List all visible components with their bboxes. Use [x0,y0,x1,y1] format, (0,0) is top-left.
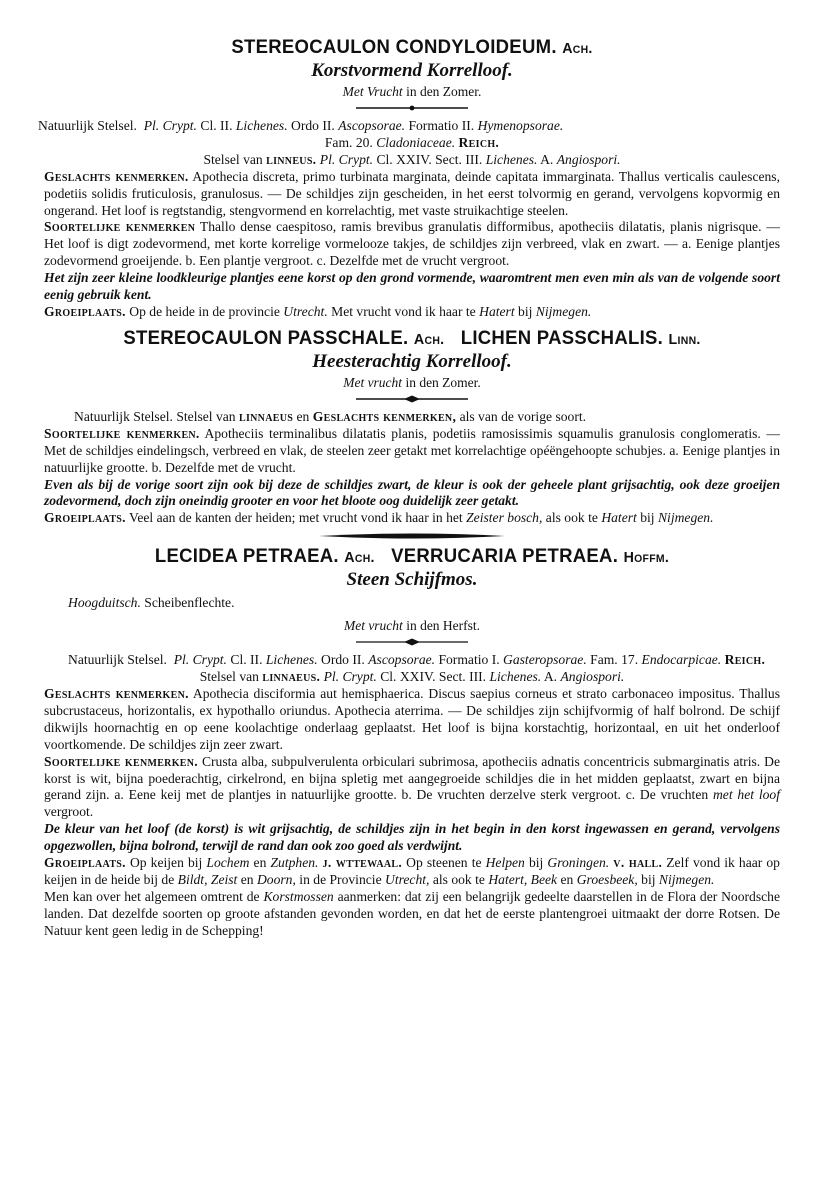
linn-rest: Cl. XXIV. Sect. III. [376,151,483,167]
linn-pl: Pl. Crypt. [323,669,377,685]
linn-a: A. [543,669,558,685]
species-text: Thallo dense caespitoso, ramis brevibus granulatis difformibus, apotheciis dilatatis, planis nigrisque. — Het loof is digt zodevormend, met korte korrelige vormelooze takjes, de schildjes zijn verbreed, vlak en zwart. — a. Eenige plantjes zodevormend groeijende. b. Een plantje vergroot. c. Dezelfde met de vrucht vergroot. [44,219,780,269]
linnaeus-system [44,152,780,169]
natural-ascop: Ascopsorae. [368,652,436,668]
linn-name: linnaeus. [262,669,321,685]
species-text: Crusta alba, subpulverulenta orbiculari subrimosa, apotheciis adnatis concentricis submarginatis atris. De korst is wit, bijna poederachtig, cirkelrond, en bijna spletig met aangegroeide schildjes die in het midden geplaatst, zwart en bijna gerand zijn. a. Eene keij met de plantjes in natuurlijke grootte. b. De vruchten derzelve sterk vergroot. c. De vruchten [44,753,780,803]
fruit-label: Met Vrucht [342,84,403,99]
linn-ang: Angiospori. [556,151,621,167]
closing-remark [44,889,780,940]
fruit-season-text: in den Zomer. [406,84,482,99]
linn-ang: Angiospori. [560,669,625,685]
natural-cl: Cl. II. [200,118,233,133]
german-name [68,595,780,611]
linn-pl: Pl. Crypt. [319,151,374,167]
fam-name: Endocarpicae. [641,652,722,668]
closing-text-1: Men kan over het algemeen omtrent de [44,888,260,904]
species-text-end: vergroot. [44,804,94,820]
place-beek: Beek [530,872,558,887]
family-line [44,135,780,152]
entry-title [62,36,761,60]
place-zutphen: Zutphen. [270,855,319,871]
habitat [44,855,780,889]
habitat-text-3: Zelf vond ik haar op keijen in de heide bij de [44,855,780,887]
fam-number: Fam. 20. [324,134,373,150]
entry-stereocaulon-passchale [44,327,780,527]
natural-formatio: Formatio II. [408,118,475,133]
place-doorn: Doorn, [256,872,296,887]
linn-rest: Cl. XXIV. Sect. III. [380,669,487,685]
natural-suffix: als van de vorige soort. [459,408,587,424]
genus-ref: Geslachts kenmerken, [312,408,457,424]
species-name: LECIDEA PETRAEA. [154,545,339,568]
ornamental-rule [352,395,472,403]
place-nijmegen: Nijmegen. [535,303,592,319]
habitat-en: en [253,855,267,871]
natural-pl: Pl. Crypt. [173,652,227,668]
linn-prefix: Stelsel van [199,669,259,685]
author-abbrev: Ach. [413,330,445,348]
linn-prefix: Stelsel van [203,151,263,167]
species-characteristics [44,219,780,270]
place-zeist: Zeist [210,872,238,887]
place-hatert: Hatert [601,510,637,526]
place-groesbeek: Groesbeek, [576,872,638,887]
entry-title [62,545,761,569]
habitat-text: Op de heide in de provincie [129,303,280,319]
habitat [44,304,780,321]
habitat-text-4: in de Provincie [299,872,382,887]
natural-hymen: Hymenopsorae. [477,118,564,133]
common-name: Steen Schijfmos. [346,569,478,591]
entry-lecidea-petraea [44,545,780,939]
place-nijmegen: Nijmegen. [658,872,715,887]
natural-gast: Gasteropsorae. [503,652,587,668]
habitat-text-2: Op steenen te [406,855,482,871]
ornamental-rule [352,638,472,646]
place-hatert: Hatert [479,303,515,319]
genus-characteristics [44,686,780,754]
linn-name: linnaeus [239,408,294,424]
natural-lichenes: Lichenes. [265,652,318,668]
place-bildt: Bildt, [177,872,208,887]
remark: De kleur van het loof (de korst) is wit grijsachtig, de schildjes zijn in het begin in den korst ingewassen en gerand, vervolgens opgezwollen, bijna bolrond, terwijl de rand dan ook zoo goed als verdwijnt. [44,821,780,854]
synonym-name: VERRUCARIA PETRAEA. [391,545,619,568]
fruit-season [44,83,780,100]
fruit-label: Met vrucht [343,618,403,634]
section-divider [317,531,507,541]
species-characteristics [44,754,780,822]
linn-lich: Lichenes. [489,669,542,685]
habitat-en-3: en [560,872,574,887]
habitat-label: Groeiplaats. [44,855,126,871]
closing-korstmossen: Korstmossen [263,888,334,904]
habitat-text: Veel aan de kanten der heiden; met vrucht vond ik haar in het [129,510,463,526]
place-utrecht: Utrecht, [385,872,430,887]
collector-hall: v. hall. [613,855,663,871]
fam-author: Reich. [724,652,766,668]
fruit-season [44,374,780,391]
species-characteristics [44,426,780,477]
synonym-name: LICHEN PASSCHALIS. [460,326,664,349]
linn-name: linneus. [266,151,317,167]
author-abbrev: Ach. [562,40,593,57]
linnaeus-system [44,669,780,686]
habitat-en-2: en [240,872,254,887]
species-text-italic: met het loof [712,787,780,803]
natural-system-label: Natuurlijk Stelsel. Stelsel van [74,408,236,424]
species-label: Soortelijke kenmerken. [44,753,198,769]
natural-system-label: Natuurlijk Stelsel. [38,118,137,133]
habitat-label: Groeiplaats. [44,510,126,526]
species-label: Soortelijke kenmerken. [44,425,200,441]
fruit-season-text: in den Herfst. [406,618,481,634]
species-label: Soortelijke kenmerken [44,219,196,235]
place-nijmegen: Nijmegen. [657,510,714,526]
habitat-text-1: Op keijen bij [129,855,203,871]
place-utrecht: Utrecht. [283,303,328,319]
genus-text: Apothecia disciformia aut hemisphaerica. Discus saepius corneus et strato carbonaceo impositus. Thallus subcrustaceus, horizontalis, ex hypothallo oriundus. Apothecia aterrima. — De schildjes zijn schijfvormig of half bolrond. De schijf dikwijls hoornachtig en op eene koolachtige onderlaag geplaatst. Het loof is bijna korstachtig, horizontaal, en uit het onderloof voortkomende. De schildjes zijn zeer zwart. [44,686,780,752]
habitat-bij: bij [518,303,533,319]
entry-title [62,327,761,351]
synonym-author: Hoffm. [623,549,670,567]
entry-stereocaulon-condyloideum [38,36,780,321]
habitat-text-2: Met vrucht vond ik haar te [331,303,476,319]
fruit-season-text: in den Zomer. [405,374,481,390]
natural-system [38,118,780,135]
place-groningen: Groningen. [547,855,610,871]
habitat-bij-2: bij [641,872,656,887]
fam-name: Cladoniaceae. [376,134,456,150]
place-hatert: Hatert, [488,872,528,887]
natural-system-label: Natuurlijk Stelsel. [68,652,167,668]
ornamental-rule [352,104,472,112]
genus-characteristics [44,169,780,220]
remark: Het zijn zeer kleine loodkleurige plantjes eene korst op den grond vormende, waaromtrent men even min als van de volgende soort eenig gebruik kent. [44,270,780,303]
fam-author: Reich. [458,134,500,150]
habitat-bij: bij [640,510,655,526]
natural-system [44,409,780,426]
natural-lichenes: Lichenes. [235,118,288,133]
species-name: STEREOCAULON CONDYLOIDEUM. [231,36,557,58]
natural-formatio: Formatio I. [438,652,500,668]
genus-label: Geslachts kenmerken. [44,686,189,702]
habitat-text-5: als ook te [432,872,485,887]
closing-text-2: aanmerken: dat zij een belangrijk gedeelte daarstellen in de Flora der Noordsche landen. Dat dezelfde soorten op groote afstanden gevonden worden, en dat het de eerste plantengroei uitmaakt der dorre Rotsen. De Natuur kent geen ledig in de Schepping! [44,888,781,938]
natural-cl: Cl. II. [230,652,263,668]
place-zeist: Zeister bosch, [466,510,543,526]
habitat [44,510,780,527]
genus-label: Geslachts kenmerken. [44,168,189,184]
collector-wttewaal: j. wttewaal. [322,855,403,871]
natural-en: en [296,408,310,424]
linn-a: A. [540,151,554,167]
species-name: STEREOCAULON PASSCHALE. [123,326,409,349]
fruit-label: Met vrucht [343,374,403,390]
linn-lich: Lichenes. [485,151,538,167]
german-text: Scheibenflechte. [144,595,235,611]
place-lochem: Lochem [206,855,250,871]
natural-ordo: Ordo II. [291,118,335,133]
natural-ordo: Ordo II. [321,652,365,668]
natural-system [44,652,780,669]
fruit-season [44,617,780,634]
fam-number: Fam. 17. [590,652,639,668]
common-name: Korstvormend Korrelloof. [311,60,513,81]
german-label: Hoogduitsch. [68,595,141,611]
common-name: Heesterachtig Korrelloof. [312,350,512,372]
habitat-als: als ook te [545,510,598,526]
genus-text: Apothecia discreta, primo turbinata marginata, deinde capitata immarginata. Thallus verticalis caulescens, podetiis solidis fruticulosis, granulosus. — De schildjes zijn gescheiden, in het eerst tolvormig en gerand, vervolgens kopvormig en ongerand. Het loof is regtstandig, stengvormend en korrelachtig, met vaste struikachtige steelen. [44,168,780,218]
habitat-label: Groeiplaats. [44,303,126,319]
species-text: Apotheciis terminalibus dilatatis planis, podetiis ramosissimis squamulis granulosis conglomeratis. — Met de schildjes eindelingsch, verbreed en vlak, de steelen zeer getakt met korrelachtige opéëngehoopte schubjes. a. Eenige plantjes in natuurlijke grootte. b. Dezelfde met de vrucht. [44,425,781,475]
remark: Even als bij de vorige soort zijn ook bij deze de schildjes zwart, de kleur is ook der geheele plant grijsachtig, ook deze groeijen zodevormend, doch zijn oneindig grooter en voor het bloote oog duidelijk zeer getakt. [44,476,780,509]
natural-pl: Pl. Crypt. [143,118,197,133]
habitat-bij: bij [528,855,544,871]
natural-ascop: Ascopsorae. [338,118,406,133]
place-helpen: Helpen [485,855,525,871]
author-abbrev: Ach. [344,549,375,567]
synonym-author: Linn. [668,330,701,348]
